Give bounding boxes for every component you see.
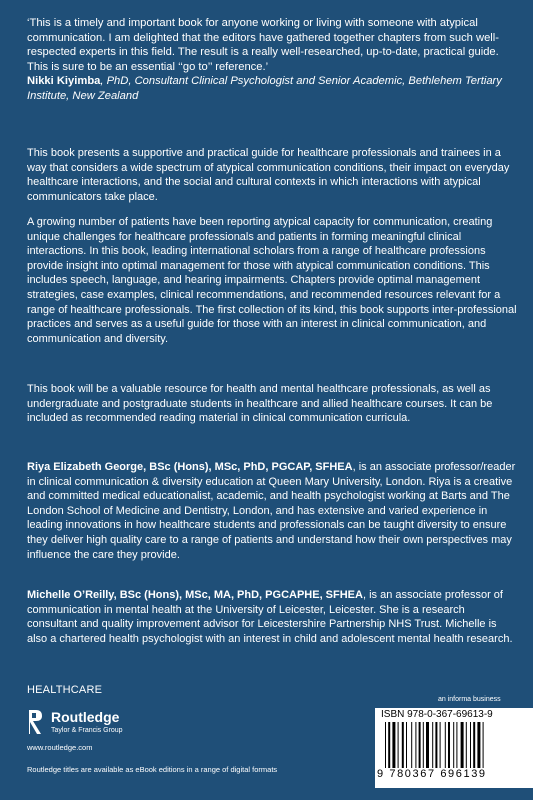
barcode-digits: 9 780367 696139 (377, 768, 487, 780)
editor-name-2: Michelle O’Reilly, BSc (Hons), MSc, MA, PhD, PGCAPHE, SFHEA (27, 589, 363, 601)
informa-label: an informa business (438, 696, 501, 703)
description-paragraph-2: A growing number of patients have been reporting atypical capacity for communication, creating unique challenges for healthcare professionals and patients in forming meaningful clinical interactions. In this book, leading international scholars from a range of healthcare professions provide insight into optimal management for those with atypical communication conditions. This includes speech, language, and hearing impairments. Chapters provide optimal management strategies, case examples, clinical recommendations, and recommended resources relevant for a range of healthcare professionals. The first collection of its kind, this book supports inter-professional practices and serves as a useful guide for those with an interest in clinical communication, and communication and diversity. (27, 216, 517, 345)
ebook-note: Routledge titles are available as eBook editions in a range of digital formats (27, 765, 278, 774)
description-paragraph-3: This book will be a valuable resource for health and mental healthcare professionals, as well as undergraduate and postgraduate students in healthcare and allied healthcare courses. It can be included as recommended reading material in clinical communication curricula. (27, 383, 493, 425)
publisher-logo (27, 708, 197, 738)
barcode-panel (375, 708, 533, 788)
quote-text: ‘This is a timely and important book for anyone working or living with someone with atypical communication. I am delighted that the editors have gathered together chapters from such well-respected experts in this field. The result is a really well-researched, up-to-date, practical guide. This is sure to be an essential ‘‘go to’’ reference.’ (27, 17, 499, 73)
editor-bio-text-1: , is an associate professor/reader in clinical communication & diversity education at Queen Mary University, London. Riya is a creative and committed medical educationalist, academic, and health psychologist working at Barts and The London School of Medicine and Dentistry, London, and has extensive and varied experience in leading innovations in how healthcare students and professionals can be taught diversity to ensure they deliver high quality care to a range of patients and understand how their own perspectives may influence the care they provide. (27, 461, 516, 561)
editor-name-1: Riya Elizabeth George, BSc (Hons), MSc, PhD, PGCAP, SFHEA (27, 461, 353, 473)
barcode-icon (383, 722, 523, 768)
editor-bio-1 (27, 460, 517, 562)
quote-author: Nikki Kiyimba (27, 75, 101, 88)
description-paragraph-1: This book presents a supportive and practical guide for healthcare professionals and trainees in a way that considers a wide spectrum of atypical communication conditions, their impact on everyday healthcare interactions, and the social and cultural contexts in which interactions with atypical communicators take place. (27, 147, 510, 203)
editor-bio-2 (27, 588, 517, 646)
isbn-number: ISBN 978-0-367-69613-9 (381, 709, 493, 720)
routledge-logo-icon (27, 708, 45, 736)
editor-bio-text-2: , is an associate professor of communication in mental health at the University of Leicester, Leicester. She is a research consultant and quality improvement advisor for Leicestershire Partnership NHS Trust. Michelle is also a chartered health psychologist with an interest in child and adolescent mental health research. (27, 589, 513, 645)
quote-attribution (27, 74, 517, 103)
endorsement-quote (27, 16, 517, 104)
publisher-website: www.routledge.com (27, 743, 93, 752)
quote-author-role: , PhD, Consultant Clinical Psychologist and Senior Academic, Bethlehem Tertiary Institute, New Zealand (27, 75, 502, 102)
publisher-name: Routledge (51, 709, 120, 725)
subject-category: HEALTHCARE (27, 684, 103, 696)
publisher-tagline: Taylor & Francis Group (51, 727, 123, 734)
